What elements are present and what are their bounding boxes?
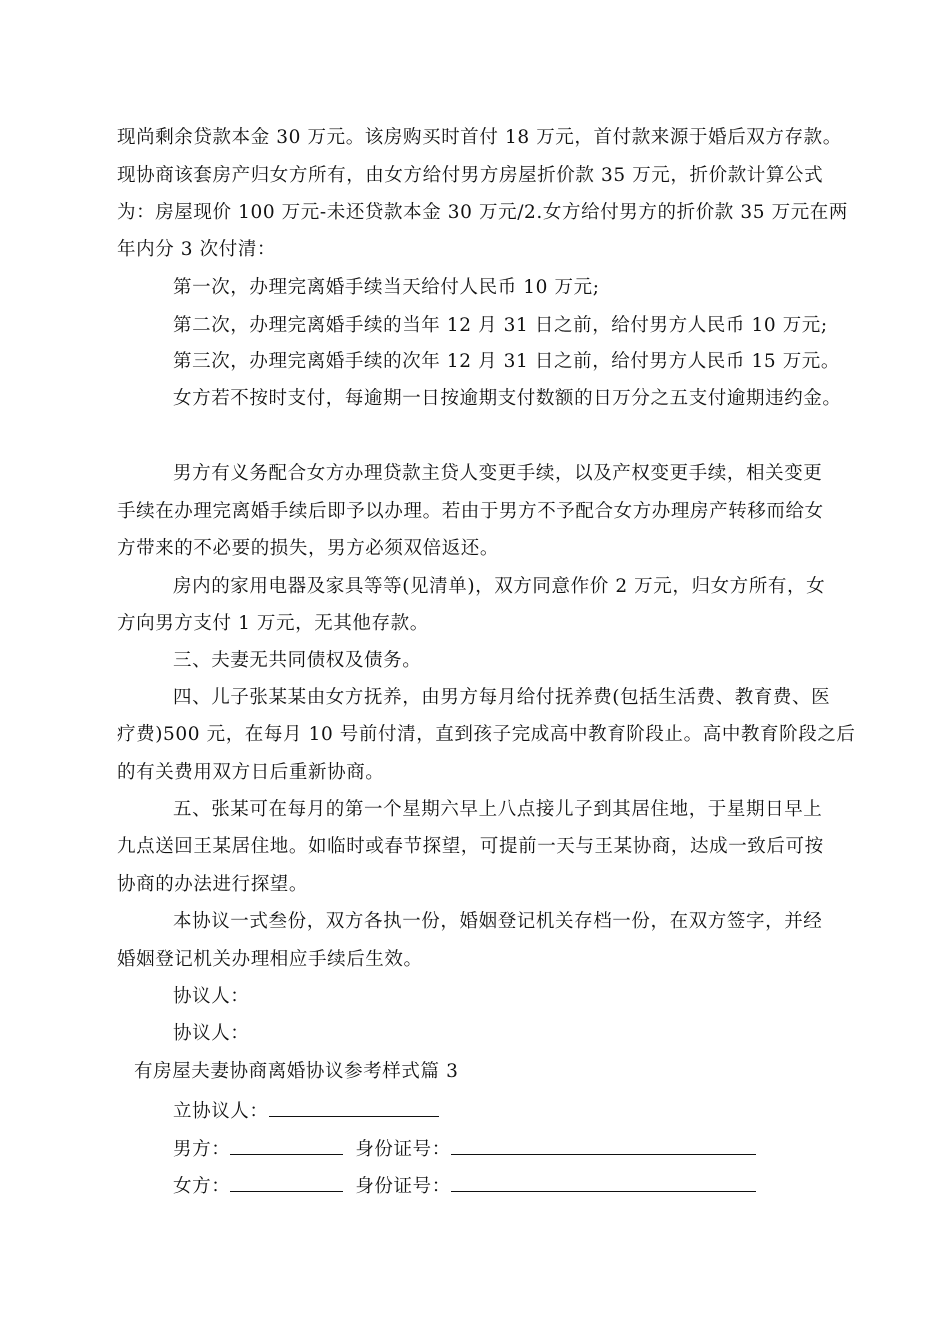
text-line: 本协议一式叁份，双方各执一份，婚姻登记机关存档一份，在双方签字，并经 (173, 911, 823, 932)
male-name-blank (230, 1136, 343, 1155)
text-line: 四、儿子张某某由女方抚养，由男方每月给付抚养费(包括生活费、教育费、医 (173, 687, 831, 708)
text-line: 九点送回王某居住地。如临时或春节探望，可提前一天与王某协商，达成一致后可按 (117, 836, 824, 857)
male-id-label: 身份证号： (355, 1139, 451, 1160)
text-line: 婚姻登记机关办理相应手续后生效。 (117, 949, 423, 970)
signatory-line: 协议人： (173, 1023, 250, 1044)
female-id-blank (451, 1173, 756, 1192)
text-line: 的有关费用双方日后重新协商。 (117, 762, 385, 783)
text-line: 为：房屋现价 100 万元-未还贷款本金 30 万元/2.女方给付男方的折价款 35 万元在两 (117, 202, 849, 223)
text-line: 方带来的不必要的损失，男方必须双倍返还。 (117, 538, 500, 559)
female-id-label: 身份证号： (355, 1176, 451, 1197)
party-name-blank (269, 1098, 439, 1117)
text-line: 年内分 3 次付清： (117, 239, 277, 260)
installment-3: 第三次，办理完离婚手续的次年 12 月 31 日之前，给付男方人民币 15 万元。 (173, 351, 841, 372)
section-title: 有房屋夫妻协商离婚协议参考样式篇 3 (134, 1061, 459, 1082)
text-line: 房内的家用电器及家具等等(见清单)，双方同意作价 2 万元，归女方所有，女 (173, 576, 826, 597)
text-line: 方向男方支付 1 万元，无其他存款。 (117, 613, 429, 634)
text-line: 现协商该套房产归女方所有，由女方给付男方房屋折价款 35 万元，折价款计算公式 (117, 165, 824, 186)
male-id-blank (451, 1136, 756, 1155)
penalty-clause: 女方若不按时支付，每逾期一日按逾期支付数额的日万分之五支付逾期违约金。 (173, 388, 842, 409)
installment-2: 第二次，办理完离婚手续的当年 12 月 31 日之前，给付男方人民币 10 万元; (173, 315, 828, 336)
female-name-blank (230, 1173, 343, 1192)
female-label: 女方： (173, 1176, 231, 1197)
text-line: 手续在办理完离婚手续后即予以办理。若由于男方不予配合女方办理房产转移而给女 (117, 501, 824, 522)
clause-3: 三、夫妻无共同债权及债务。 (173, 650, 422, 671)
text-line: 现尚剩余贷款本金 30 万元。该房购买时首付 18 万元，首付款来源于婚后双方存款。 (117, 127, 842, 148)
male-label: 男方： (173, 1139, 231, 1160)
party-label: 立协议人： (173, 1101, 269, 1122)
text-line: 协商的办法进行探望。 (117, 874, 309, 895)
text-line: 男方有义务配合女方办理贷款主贷人变更手续，以及产权变更手续，相关变更 (173, 463, 823, 484)
text-line: 五、张某可在每月的第一个星期六早上八点接儿子到其居住地，于星期日早上 (173, 799, 823, 820)
male-row (173, 1136, 756, 1162)
female-row (173, 1173, 756, 1199)
text-line: 疗费)500 元，在每月 10 号前付清，直到孩子完成高中教育阶段止。高中教育阶段之后 (117, 724, 856, 745)
signatory-line: 协议人： (173, 986, 250, 1007)
installment-1: 第一次，办理完离婚手续当天给付人民币 10 万元; (173, 277, 600, 298)
party-row (173, 1098, 439, 1124)
